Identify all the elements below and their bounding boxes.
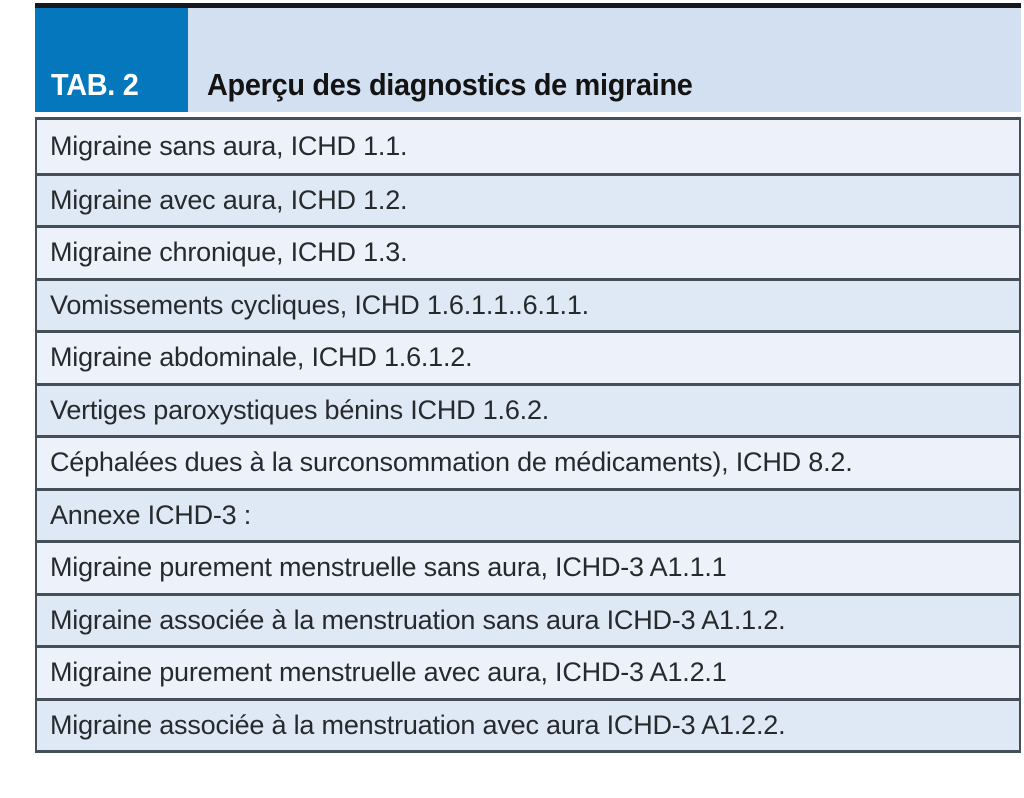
table-tag-box: [35, 8, 188, 112]
table-header: [35, 8, 1021, 112]
migraine-diagnostics-table: [35, 3, 1021, 753]
table-row: Vomissements cycliques, ICHD 1.6.1.1..6.1.1.: [37, 278, 1019, 331]
table-row: Migraine avec aura, ICHD 1.2.: [37, 173, 1019, 226]
table-row: Migraine associée à la menstruation avec aura ICHD-3 A1.2.2.: [37, 698, 1019, 751]
table-row: Vertiges paroxystiques bénins ICHD 1.6.2.: [37, 383, 1019, 436]
table-row: Migraine purement menstruelle avec aura, ICHD-3 A1.2.1: [37, 645, 1019, 698]
table-row: Migraine abdominale, ICHD 1.6.1.2.: [37, 330, 1019, 383]
table-row: Annexe ICHD-3 :: [37, 488, 1019, 541]
table-title: Aperçu des diagnostics de migraine: [207, 67, 693, 102]
table-row: Céphalées dues à la surconsommation de médicaments), ICHD 8.2.: [37, 435, 1019, 488]
table-row: Migraine purement menstruelle sans aura, ICHD-3 A1.1.1: [37, 540, 1019, 593]
table-body: [35, 117, 1021, 753]
table-row: Migraine associée à la menstruation sans aura ICHD-3 A1.1.2.: [37, 593, 1019, 646]
table-row: Migraine chronique, ICHD 1.3.: [37, 225, 1019, 278]
table-title-area: [188, 8, 1021, 112]
table-tag-label: TAB. 2: [51, 67, 139, 102]
table-row: Migraine sans aura, ICHD 1.1.: [37, 120, 1019, 173]
